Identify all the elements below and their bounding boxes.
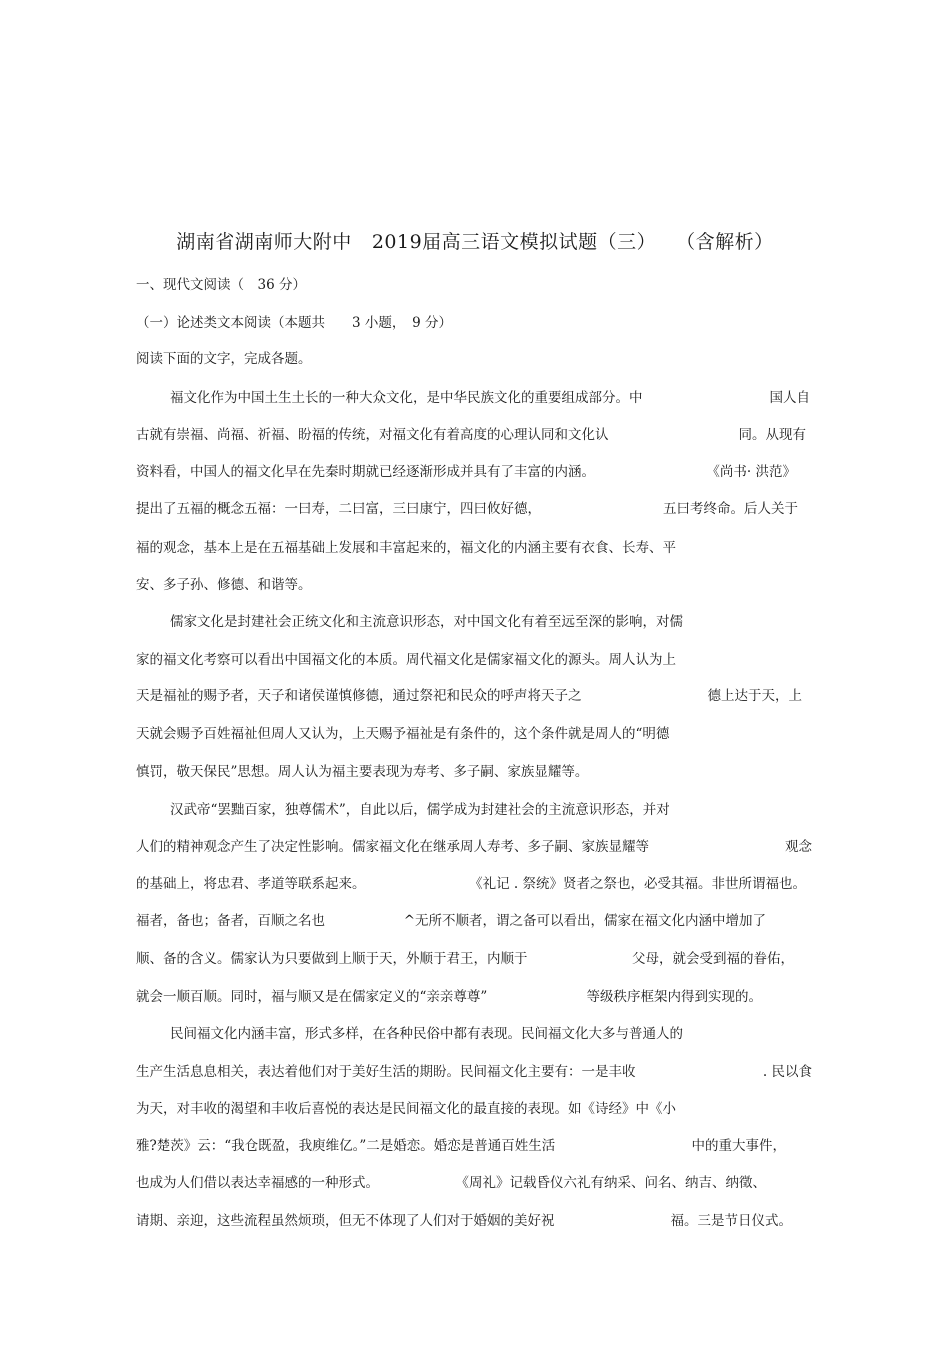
text-line: 雅?楚茨》云：“我仓既盈，我庾维亿。”二是婚恋。婚恋是普通百姓生活 中的重大事件， [136, 1138, 786, 1154]
text-line: 就会一顺百顺。同时，福与顺又是在儒家定义的“亲亲尊尊” 等级秩序框架内得到实现的。 [136, 989, 762, 1005]
text-line: 福者，备也；备者，百顺之名也 ^无所不顺者，谓之备可以看出，儒家在福文化内涵中增加了 [136, 913, 766, 929]
text-line: 天是福祉的赐予者，天子和诸侯谨慎修德，通过祭祀和民众的呼声将天子之 德上达于天，上 [136, 688, 802, 704]
text-line: 民间福文化内涵丰富，形式多样，在各种民俗中都有表现。民间福文化大多与普通人的 [170, 1026, 683, 1042]
subsection-heading: （一）论述类文本阅读（本题共 3 小题， 9 分） [136, 315, 453, 331]
text-line: 天就会赐予百姓福祉但周人又认为，上天赐予福祉是有条件的，这个条件就是周人的“明德 [136, 726, 670, 742]
text-line: 提出了五福的概念五福：一曰寿，二曰富，三曰康宁，四曰攸好德， 五曰考终命。后人关于 [136, 501, 798, 517]
text-line: 资料看，中国人的福文化早在先秦时期就已经逐渐形成并具有了丰富的内涵。 《尚书· 洪范》 [136, 464, 796, 480]
title-note: （含解析） [676, 231, 774, 253]
text-line: 安、多子孙、修德、和谐等。 [136, 577, 312, 593]
text-line: 慎罚，敬天保民”思想。周人认为福主要表现为寿考、多子嗣、家族显耀等。 [136, 764, 589, 780]
text-line: 生产生活息息相关，表达着他们对于美好生活的期盼。民间福文化主要有：一是丰收 . 民以食 [136, 1064, 812, 1080]
text-line: 儒家文化是封建社会正统文化和主流意识形态，对中国文化有着至远至深的影响，对儒 [170, 614, 683, 630]
title-school: 湖南省湖南师大附中 [176, 231, 352, 253]
reading-instruction: 阅读下面的文字，完成各题。 [136, 351, 312, 367]
section-heading: 一、现代文阅读（ 36 分） [136, 277, 306, 293]
text-line: 的基础上，将忠君、孝道等联系起来。 《礼记 . 祭统》贤者之祭也，必受其福。非世所谓福也。 [136, 876, 806, 892]
text-line: 古就有崇福、尚福、祈福、盼福的传统，对福文化有着高度的心理认同和文化认 同。从现有 [136, 427, 806, 443]
text-line: 也成为人们借以表达幸福感的一种形式。 《周礼》记载昏仪六礼有纳采、问名、纳吉、纳徵、 [136, 1175, 766, 1191]
text-line: 汉武帝“罢黜百家，独尊儒术”，自此以后，儒学成为封建社会的主流意识形态，并对 [170, 802, 670, 818]
text-line: 为天，对丰收的渴望和丰收后喜悦的表达是民间福文化的最直接的表现。如《诗经》中《小 [136, 1101, 676, 1117]
text-line: 福的观念，基本上是在五福基础上发展和丰富起来的，福文化的内涵主要有衣食、长寿、平 [136, 540, 676, 556]
text-line: 人们的精神观念产生了决定性影响。儒家福文化在继承周人寿考、多子嗣、家族显耀等 观念 [136, 839, 812, 855]
text-line: 家的福文化考察可以看出中国福文化的本质。周代福文化是儒家福文化的源头。周人认为上 [136, 652, 676, 668]
title-exam: 2019届高三语文模拟试题（三） [371, 231, 657, 253]
text-line: 顺、备的含义。儒家认为只要做到上顺于天，外顺于君王，内顺于 父母，就会受到福的眷佑， [136, 951, 794, 967]
text-line: 福文化作为中国土生土长的一种大众文化，是中华民族文化的重要组成部分。中 国人自 [170, 390, 810, 406]
text-line: 请期、亲迎，这些流程虽然烦琐，但无不体现了人们对于婚姻的美好祝 福。三是节日仪式。 [136, 1213, 792, 1229]
document-title [0, 227, 950, 254]
